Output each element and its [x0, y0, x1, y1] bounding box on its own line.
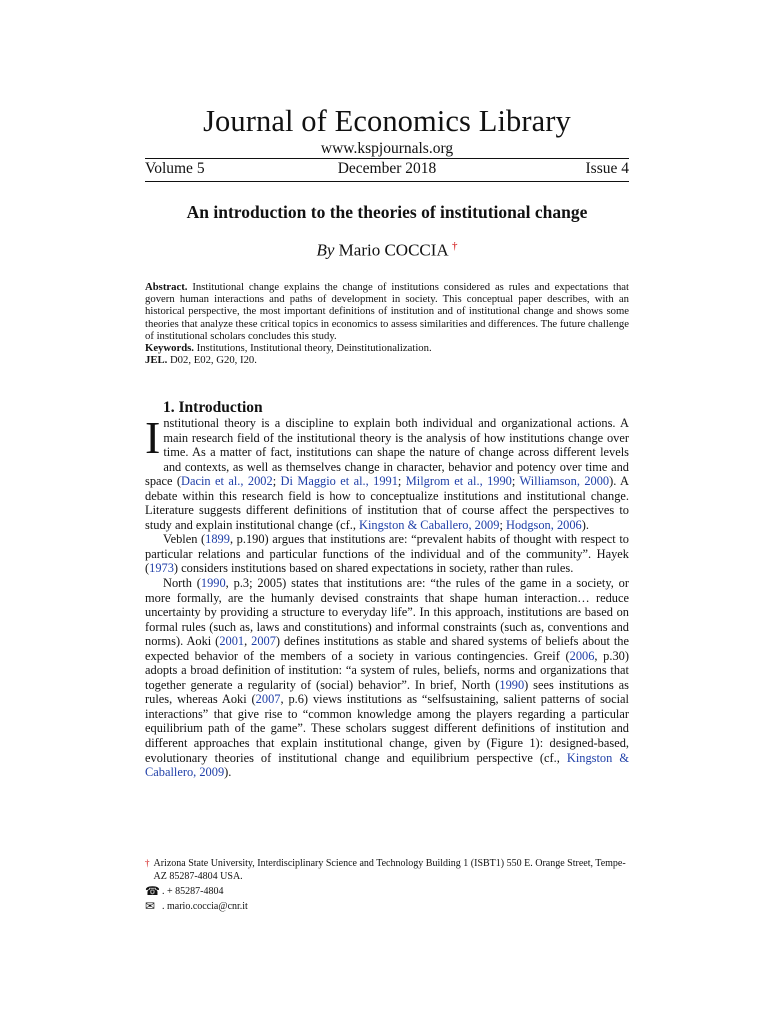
text-run: ). A debate within this research field is how to conceptualize institutions and institutional change. Literature suggests different definitions of institution that of course affect the perspectives to study and explain institutional change (cf., [145, 474, 629, 532]
telephone-icon: ☎ [145, 884, 160, 898]
phone-text: . + 85287-4804 [162, 886, 224, 897]
paragraph-1: Institutional theory is a discipline to explain both individual and organizational actions. A main research field of the institutional theory is the analysis of how institutions change over time. As a matter of fact, institutions can shape the nature of change across different levels and contexts, as well as themselves change in character, behavior and potency over time and space (Dacin et al., 2002; Di Maggio et al., 1991; Milgrom et al., 1990; Williamson, 2000). A debate within this research field is how to conceptualize institutions and institutional change. Literature suggests different definitions of institution that of course affect the perspectives to study and explain institutional change (cf., Kingston & Caballero, 2009; Hodgson, 2006). [145, 412, 629, 532]
text-run: Veblen ( [163, 532, 206, 547]
section-heading: 1. Introduction [163, 399, 263, 416]
affiliation-text: Arizona State University, Interdisciplinary Science and Technology Building 1 (ISBT1) 550 E. Orange Street, Tempe- AZ 85287-4804 USA. [153, 858, 626, 882]
text-run: , p.6) views institutions as “selfsustaining, salient patterns of social interactions” that give rise to “common knowledge among the players regarding a particular equilibrium path of the game”. These scholars suggest different definitions of institution and different approaches that explain institutional change, given by (Figure 1): designed-based, evolutionary theories of institutional change and equilibrium perspective (cf., [145, 692, 629, 765]
envelope-icon: ✉ [145, 899, 156, 913]
author-name: Mario COCCIA [338, 240, 448, 260]
citation-link[interactable]: Hodgson, 2006 [506, 517, 582, 532]
text-run: , p.190) argues that institutions are: “prevalent habits of thought with respect to particular relations and particular functions of the individual and of the community”. Hayek ( [145, 532, 629, 576]
text-run: ) defines institutions as stable and shared systems of beliefs about the expected behavior of the members of a society in various contingencies. Greif ( [145, 634, 629, 663]
citation-link[interactable]: 1990 [200, 576, 226, 591]
journal-url[interactable]: www.kspjournals.org [320, 140, 454, 157]
abstract-paragraph [145, 281, 629, 342]
abstract-label: Abstract. [145, 281, 188, 293]
citation-link[interactable]: 2006 [569, 648, 595, 663]
body-text [145, 412, 630, 780]
text-run: ) considers institutions based on shared expectations in society, rather than rules. [173, 561, 574, 576]
footnote-affiliation [145, 857, 629, 883]
footnotes [145, 857, 629, 915]
citation-link[interactable]: Di Maggio et al., 1991 [280, 474, 398, 489]
keywords-line [145, 342, 629, 354]
citation-link[interactable]: 1973 [149, 561, 174, 576]
abstract-block [145, 281, 629, 366]
drop-cap: I [145, 412, 161, 463]
citation-link[interactable]: Kingston & Caballero, 2009 [145, 750, 630, 780]
citation-link[interactable]: Dacin et al., 2002 [181, 474, 273, 489]
text-run: ) sees institutions as rules, whereas Aoki ( [145, 677, 629, 707]
text-run: North ( [163, 576, 201, 591]
text-run: , p.3; 2005) states that institutions are: “the rules of the game in a society, or more formally, are the humanly devised constraints that shape human interaction… reduce uncertainty by providing a structure to everyday life”. In this approach, institutions are based on formal rules (such as, laws and constitutions) and informal constraints (such as, conventions and norms). Aoki ( [145, 576, 629, 649]
keywords-label: Keywords. [145, 342, 194, 355]
journal-title: Journal of Economics Library [203, 104, 571, 138]
citation-link[interactable]: Williamson, 2000 [519, 474, 610, 489]
text-run: nstitutional theory is a discipline to explain both individual and organizational actions. A main research field of the institutional theory is the analysis of how institutions change over time. As a matter of fact, institutions can shape the nature of change across different levels and contexts, as well as themselves change in character, behavior and potency over time and space ( [145, 416, 629, 489]
jel-label: JEL. [145, 354, 168, 367]
text-run: , p.30) adopts a broad definition of institution: “a system of rules, beliefs, norms and organizations that together generate a regularity of (social) behavior”. In brief, North ( [145, 648, 629, 692]
citation-link[interactable]: 2001 [219, 634, 245, 649]
volume-label: Volume 5 [145, 160, 205, 177]
paper-title: An introduction to the theories of institutional change [186, 202, 588, 222]
author-byline [145, 240, 629, 261]
jel-line [145, 354, 629, 366]
paragraph-2 [145, 532, 629, 576]
footnote-phone [145, 885, 629, 898]
issue-label: Issue 4 [585, 160, 629, 177]
citation-link[interactable]: 1990 [499, 677, 525, 692]
keywords-text: Institutions, Institutional theory, Deinstitutionalization. [196, 342, 432, 355]
email-text[interactable]: . mario.coccia@cnr.it [162, 901, 248, 912]
issue-date: December 2018 [337, 160, 437, 177]
citation-link[interactable]: 2007 [255, 692, 281, 707]
text-run: ). [581, 517, 589, 532]
text-run: ). [224, 765, 232, 780]
citation-link[interactable]: Kingston & Caballero, 2009 [359, 517, 500, 532]
paragraph-3: North (1990, p.3; 2005) states that institutions are: “the rules of the game in a society, or more formally, are the humanly devised constraints that shape human interaction… reduce uncertainty by providing a structure to everyday life”. In this approach, institutions are based on formal rules (such as, laws and constitutions) and informal constraints (such as, conventions and norms). Aoki (2001, 2007) defines institutions as stable and shared systems of beliefs about the expected behavior of the members of a society in various contingencies. Greif (2006, p.30) adopts a broad definition of institution: “a system of rules, beliefs, norms and organizations that together generate a regularity of (social) behavior”. In brief, North (1990) sees institutions as rules, whereas Aoki (2007, p.6) views institutions as “selfsustaining, salient patterns of social interactions” that give rise to “common knowledge among the players regarding a particular equilibrium path of the game”. These scholars suggest different definitions of institution and different approaches that explain institutional change, given by (Figure 1): designed-based, evolutionary theories of institutional change and equilibrium perspective (cf., Kingston & Caballero, 2009). [145, 576, 630, 780]
footnote-mark: † [145, 858, 150, 868]
abstract-text: Institutional change explains the change of institutions considered as rules and expectations that govern human interactions and paths of development in society. This conceptual paper describes, with an historical perspective, the most important definitions of institution and of institutional change and shows some theories that analyze these critical topics in economics to assess similarities and differences. The future challenge of institutional scholars concludes this study. [145, 281, 630, 342]
jel-codes: D02, E02, G20, I20. [169, 354, 257, 367]
by-label: By [316, 240, 335, 260]
volume-bar [145, 158, 629, 182]
footnote-email [145, 900, 629, 913]
citation-link[interactable]: 2007 [251, 634, 276, 649]
citation-link[interactable]: Milgrom et al., 1990 [405, 474, 512, 489]
author-footnote-mark[interactable]: † [452, 240, 458, 252]
citation-link[interactable]: 1899 [205, 532, 230, 547]
